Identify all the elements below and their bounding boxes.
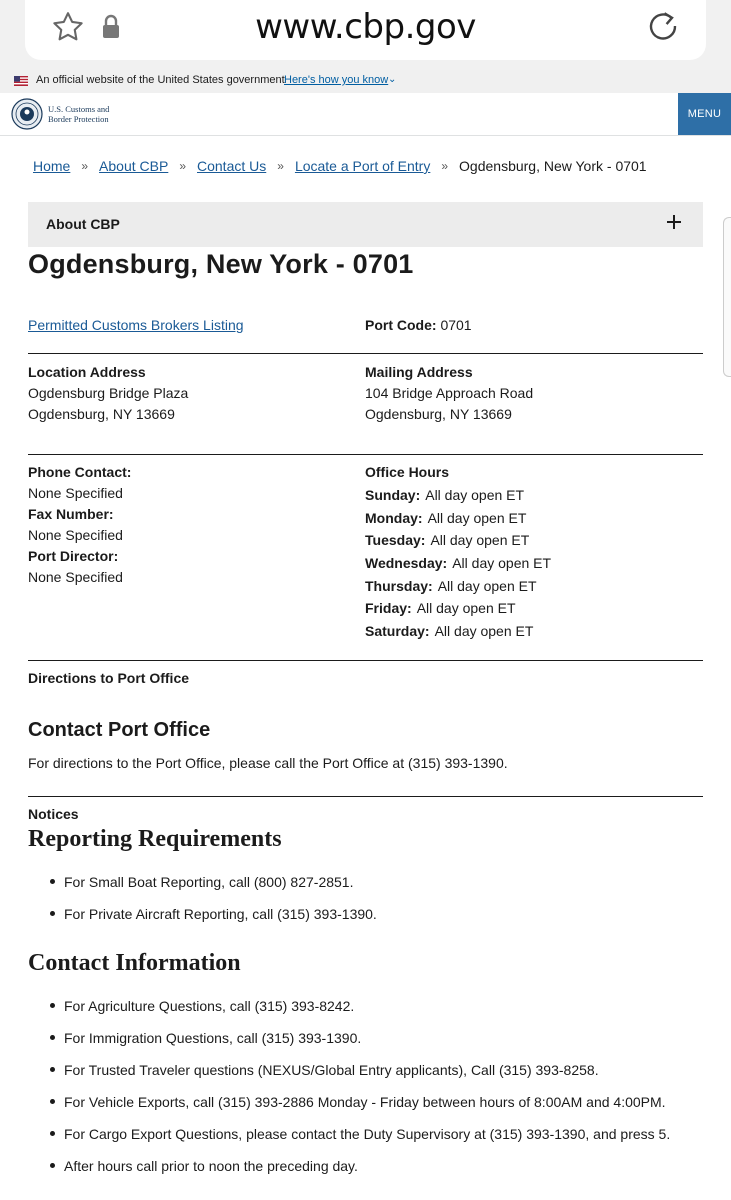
location-address-heading: Location Address — [28, 364, 146, 380]
how-you-know-link[interactable]: Here's how you know — [284, 74, 389, 86]
phone-value: None Specified — [28, 485, 123, 501]
breadcrumb-separator: » — [441, 159, 449, 173]
location-address-line1: Ogdensburg Bridge Plaza — [28, 385, 189, 401]
contact-details — [28, 462, 131, 588]
mailing-address-line1: 104 Bridge Approach Road — [365, 385, 534, 401]
mailing-address-heading: Mailing Address — [365, 364, 473, 380]
day-label: Wednesday: — [365, 555, 448, 572]
notices-label: Notices — [28, 806, 79, 822]
day-hours: All day open ET — [437, 577, 537, 594]
phone-label: Phone Contact: — [28, 464, 132, 480]
hours-row-saturday — [365, 620, 551, 643]
list-item: For Cargo Export Questions, please contact the Duty Supervisory at (315) 393-1390, and press 5. — [50, 1124, 670, 1156]
location-address-line2: Ogdensburg, NY 13669 — [28, 406, 175, 422]
port-code — [365, 315, 472, 336]
us-flag-icon — [14, 76, 28, 86]
day-label: Monday: — [365, 509, 423, 526]
divider — [28, 454, 703, 455]
day-hours: All day open ET — [430, 532, 530, 549]
mailing-address — [365, 362, 533, 425]
page-title: Ogdensburg, New York - 0701 — [28, 249, 414, 279]
list-item: For Vehicle Exports, call (315) 393-2886 Monday - Friday between hours of 8:00AM and 4:00PM. — [50, 1092, 670, 1124]
divider — [28, 660, 703, 661]
menu-button[interactable]: MENU — [678, 93, 731, 135]
director-value: None Specified — [28, 569, 123, 585]
day-label: Saturday: — [365, 623, 430, 640]
breadcrumb-separator: » — [179, 159, 186, 173]
mailing-address-line2: Ogdensburg, NY 13669 — [365, 406, 512, 422]
hours-row-sunday — [365, 484, 551, 507]
port-code-label: Port Code: — [365, 317, 437, 333]
reporting-list — [50, 872, 377, 936]
url-text[interactable]: www.cbp.gov — [255, 7, 476, 47]
list-item: For Immigration Questions, call (315) 393-1390. — [50, 1028, 670, 1060]
permitted-brokers-link[interactable]: Permitted Customs Brokers Listing — [28, 317, 244, 333]
divider — [28, 796, 703, 797]
cbp-seal-icon[interactable] — [11, 98, 43, 130]
gov-banner — [0, 70, 731, 93]
hours-row-thursday — [365, 575, 551, 598]
side-scroll-tab[interactable] — [723, 217, 731, 377]
logo-line-1: U.S. Customs and — [48, 104, 110, 114]
reporting-requirements-heading: Reporting Requirements — [28, 826, 282, 852]
directions-heading: Directions to Port Office — [28, 670, 190, 686]
list-item: After hours call prior to noon the preceding day. — [50, 1156, 670, 1188]
cbp-logo-text[interactable] — [48, 104, 109, 124]
accordion-label: About CBP — [46, 216, 120, 232]
location-address — [28, 362, 188, 425]
hours-row-tuesday — [365, 529, 551, 552]
breadcrumb-home[interactable]: Home — [33, 158, 71, 174]
plus-icon[interactable] — [666, 214, 682, 230]
day-hours: All day open ET — [427, 509, 527, 526]
breadcrumb — [33, 158, 647, 174]
list-item: For Trusted Traveler questions (NEXUS/Global Entry applicants), Call (315) 393-8258. — [50, 1060, 670, 1092]
list-item: For Small Boat Reporting, call (800) 827-2851. — [50, 872, 377, 904]
fax-value: None Specified — [28, 527, 123, 543]
contact-info-list — [50, 996, 670, 1188]
breadcrumb-locate-port[interactable]: Locate a Port of Entry — [294, 158, 431, 174]
director-label: Port Director: — [28, 548, 119, 564]
port-code-value: 0701 — [440, 317, 472, 333]
day-label: Tuesday: — [365, 532, 426, 549]
day-label: Sunday: — [365, 487, 421, 503]
divider — [28, 353, 703, 354]
day-label: Friday: — [365, 600, 412, 617]
breadcrumb-contact-us[interactable]: Contact Us — [197, 158, 267, 174]
day-hours: All day open ET — [434, 623, 534, 640]
office-hours-list — [365, 484, 551, 643]
about-cbp-accordion[interactable] — [28, 202, 703, 247]
browser-toolbar — [0, 0, 731, 70]
breadcrumb-separator: » — [81, 159, 89, 173]
contact-port-office-heading: Contact Port Office — [28, 719, 211, 741]
day-hours: All day open ET — [425, 487, 525, 503]
fax-label: Fax Number: — [28, 506, 114, 522]
breadcrumb-about-cbp[interactable]: About CBP — [99, 158, 169, 174]
office-hours-heading: Office Hours — [365, 464, 450, 480]
list-item: For Private Aircraft Reporting, call (315) 393-1390. — [50, 904, 377, 936]
hours-row-friday — [365, 597, 551, 620]
day-hours: All day open ET — [452, 555, 552, 572]
hours-row-wednesday — [365, 552, 551, 575]
breadcrumb-current: Ogdensburg, New York - 0701 — [459, 158, 647, 174]
day-hours: All day open ET — [416, 600, 516, 617]
chevron-down-icon[interactable]: ⌄ — [388, 74, 397, 85]
list-item: For Agriculture Questions, call (315) 393-8242. — [50, 996, 670, 1028]
official-site-text: An official website of the United States government — [36, 74, 285, 86]
breadcrumb-separator: » — [277, 159, 284, 173]
contact-information-heading: Contact Information — [28, 950, 241, 976]
day-label: Thursday: — [365, 577, 433, 594]
logo-line-2: Border Protection — [48, 114, 109, 124]
site-header — [0, 93, 731, 136]
hours-row-monday — [365, 507, 551, 530]
contact-port-office-text: For directions to the Port Office, please call the Port Office at (315) 393-1390. — [28, 755, 508, 771]
reload-icon[interactable] — [645, 8, 681, 44]
